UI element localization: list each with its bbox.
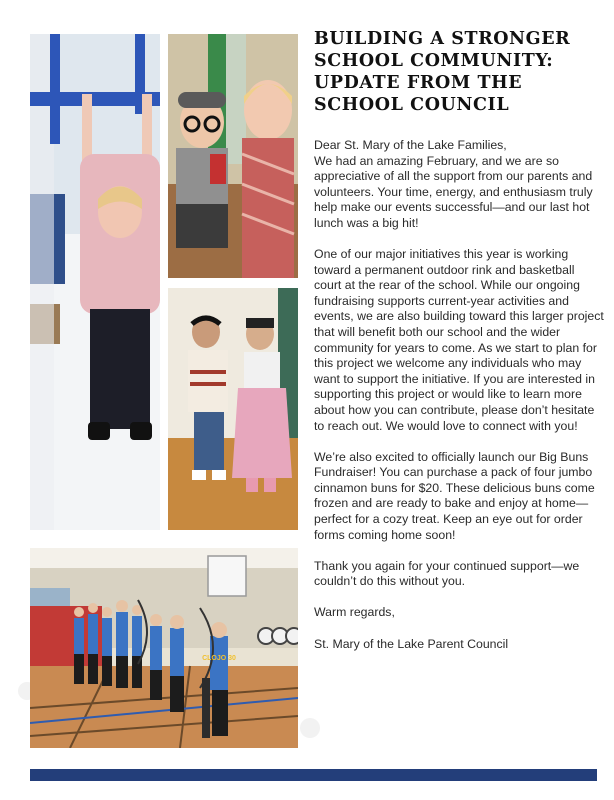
jersey-number-text: CLOJO 30 (202, 655, 236, 662)
footer-bar (30, 769, 597, 781)
photo-monkey-bars (30, 34, 160, 530)
paragraph-february-thanks: We had an amazing February, and we are so appreciative of all the support from our parents and volunteers. Your time, energy, and enthusiasm truly help make our events successful—and our last hot lunch was a big hit! (314, 153, 593, 230)
signature: St. Mary of the Lake Parent Council (314, 636, 509, 651)
paragraph-rink-initiative: One of our major initiatives this year is working toward a permanent outdoor rink and basketball court at the rear of the school. While our ongoing fundraising supports current-year activities and events, we are also building toward this larger project that will benefit both our school and the wider community for years to come. As we start to plan for this project we welcome any individuals who may want to support the initiative. If you are interested in supporting this project or would like to learn more about how you can contribute, please don’t hesitate to reach out. We would love to connect with you! (314, 247, 604, 433)
article-body (314, 138, 604, 668)
photo-gym-archery (30, 548, 298, 748)
paw-print-decoration (300, 718, 320, 738)
paragraph-big-buns-fundraiser: We’re also excited to officially launch our Big Buns Fundraiser! You can purchase a pack of four jumbo cinnamon buns for $20. These delicious buns come frozen and are ready to bake and enjoy at home—perfect for a cozy treat. Keep an eye out for order forms coming home soon! (314, 449, 595, 542)
paragraph-thank-you: Thank you again for your continued support—we couldn’t do this without you. (314, 558, 580, 589)
greeting: Dear St. Mary of the Lake Families, (314, 138, 507, 152)
article-title: BUILDING A STRONGER SCHOOL COMMUNITY: UPDATE FROM THE SCHOOL COUNCIL (314, 29, 571, 115)
closing: Warm regards, (314, 605, 395, 620)
photo-dressed-as-seniors (168, 34, 298, 278)
photo-kids-with-glasses (168, 288, 298, 530)
greeting-and-first-paragraph (314, 138, 604, 232)
